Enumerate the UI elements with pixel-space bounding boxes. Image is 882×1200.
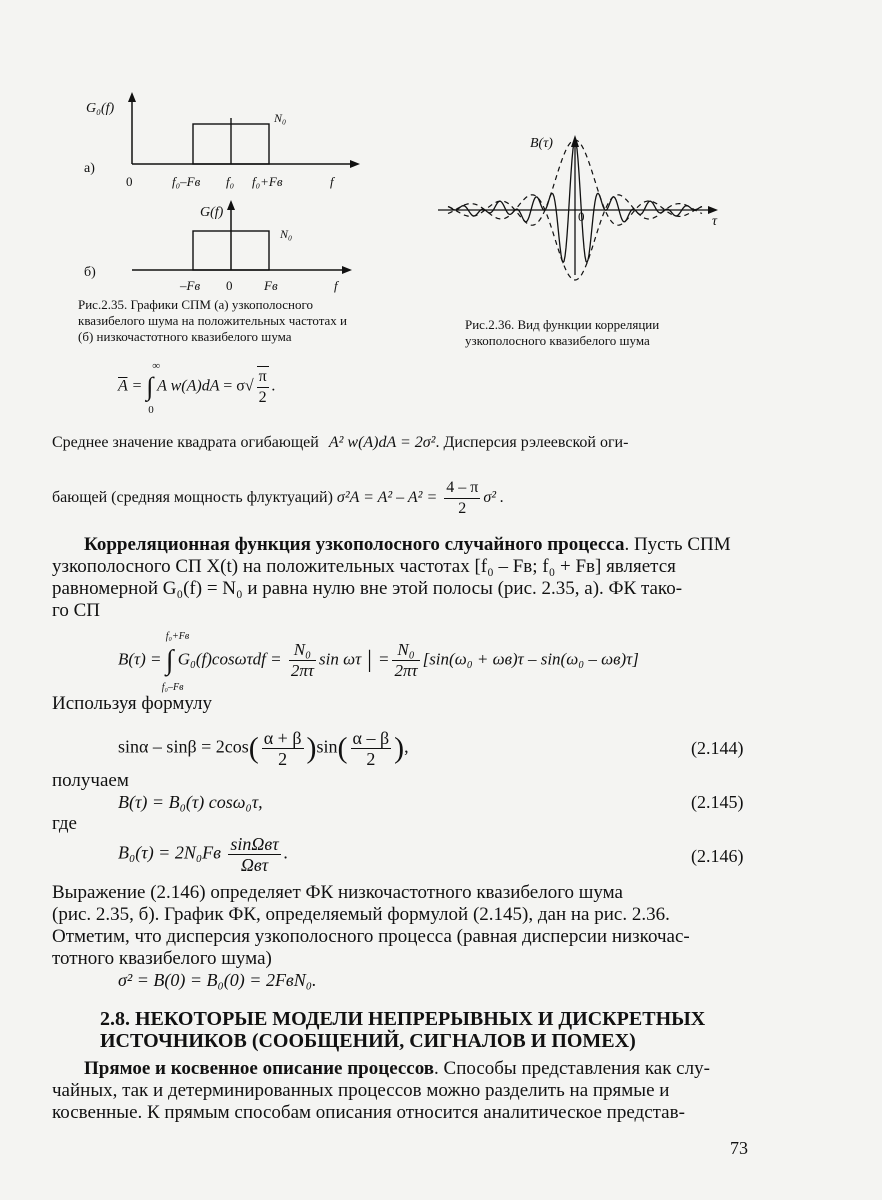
text-line: чайных, так и детерминированных процессов можно разделить на прямые и bbox=[52, 1080, 670, 1101]
fig236-caption-line: узкополосного квазибелого шума bbox=[465, 333, 650, 348]
section-heading bbox=[100, 1008, 740, 1052]
frac-den: 2 bbox=[278, 749, 288, 769]
fig235a-tick-3: f₀+Fв bbox=[252, 174, 283, 189]
paragraph-expression bbox=[52, 882, 764, 970]
fig235-caption-line: Рис.2.35. Графики СПМ (а) узкополосного bbox=[78, 297, 313, 312]
figure-2-36-caption bbox=[465, 317, 725, 349]
frac-num: α – β bbox=[352, 728, 390, 748]
fig235b-tick-3: f bbox=[334, 278, 338, 293]
text-line: Отметим, что дисперсия узкополосного процесса (равная дисперсии низкочас- bbox=[52, 926, 690, 947]
eq-variance-A: σ²A = A² – A² = bbox=[336, 489, 438, 507]
fig236-origin: 0 bbox=[578, 209, 585, 224]
text-line: узкополосного СП X(t) на положительных частотах [f₀ – Fв; f₀ + Fв] является bbox=[52, 556, 676, 577]
text-line: Выражение (2.146) определяет ФК низкочастотного квазибелого шума bbox=[52, 882, 623, 903]
text-line: тотного квазибелого шума) bbox=[52, 948, 272, 969]
fig235-caption-line: квазибелого шума на положительных частотах и bbox=[78, 313, 348, 328]
figure-2-35 bbox=[80, 88, 380, 293]
text-line: . Способы представления как слу- bbox=[434, 1058, 710, 1079]
equation-2-144: sinα – sinβ = 2cos( $\frac{\alpha + \beta}{2}$ )sin( $\frac{\alpha - \beta}{2}$ ), bbox=[118, 728, 409, 769]
text-line: косвенные. К прямым способам описания относится аналитическое представ- bbox=[52, 1102, 685, 1123]
section-heading-line: ИСТОЧНИКОВ (СООБЩЕНИЙ, СИГНАЛОВ И ПОМЕХ) bbox=[100, 1030, 636, 1052]
figure-2-35-caption bbox=[78, 297, 378, 345]
sqrt-num: π bbox=[257, 367, 269, 388]
equation-variance: σ² = B(0) = B₀(0) = 2FвN₀. bbox=[118, 970, 317, 990]
eq-variance-end: σ² . bbox=[483, 489, 505, 507]
fig235b-level: N₀ bbox=[280, 227, 293, 241]
int-lower: f₀–Fв bbox=[161, 681, 184, 693]
eq-lhs: B(τ) = bbox=[118, 649, 162, 669]
frac-den: 2πτ bbox=[290, 661, 314, 680]
fig235a-tick-2: f₀ bbox=[226, 174, 235, 189]
fig235a-ylabel: G₀(f) bbox=[86, 101, 115, 116]
text-mean-square: Среднее значение квадрата огибающей bbox=[52, 434, 319, 451]
int-lower: 0 bbox=[148, 404, 154, 416]
paragraph-direct-indirect bbox=[52, 1058, 764, 1124]
fig235a-tick-4: f bbox=[330, 174, 334, 189]
equation-number-2-144: (2.144) bbox=[691, 738, 744, 758]
text-we-get: получаем bbox=[52, 770, 129, 791]
frac-num: N₀ bbox=[392, 640, 419, 661]
eq-mid: sin bbox=[316, 736, 338, 757]
frac-den: 2 bbox=[366, 749, 376, 769]
eq-lhs: sinα – sinβ = 2cos bbox=[118, 736, 249, 757]
section-heading-line: 2.8. НЕКОТОРЫЕ МОДЕЛИ НЕПРЕРЫВНЫХ И ДИСКРЕТНЫХ bbox=[100, 1008, 706, 1030]
heading-inline: Корреляционная функция узкополосного случайного процесса bbox=[84, 534, 625, 555]
eq-end: . bbox=[283, 842, 289, 863]
text-line: го СП bbox=[52, 600, 100, 621]
heading-inline: Прямое и косвенное описание процессов bbox=[84, 1058, 435, 1079]
paragraph-correlation bbox=[52, 534, 764, 622]
fig235b-tick-0: –Fв bbox=[180, 278, 201, 293]
fig235a-tick-0: 0 bbox=[126, 174, 133, 189]
eq-integrand: A w(A)dA bbox=[157, 377, 220, 395]
fig235a-tag: а) bbox=[84, 161, 95, 176]
fig235a-level: N₀ bbox=[274, 111, 287, 125]
fig236-ylabel: B(τ) bbox=[530, 136, 553, 151]
frac-den: Ωвτ bbox=[240, 855, 269, 875]
frac-num: α + β bbox=[263, 728, 302, 748]
text-rayleigh: . Дисперсия рэлеевской оги- bbox=[435, 434, 629, 451]
frac-num: sinΩвτ bbox=[230, 834, 279, 854]
fig235b-tick-1: 0 bbox=[226, 278, 233, 293]
equation-number-2-145: (2.145) bbox=[691, 792, 744, 812]
fig235b-ylabel: G(f) bbox=[200, 205, 224, 220]
eq-lhs: $\overline{A}$ bbox=[118, 377, 128, 395]
equation-number-2-146: (2.146) bbox=[691, 846, 744, 866]
text-line: . Пусть СПМ bbox=[624, 534, 731, 555]
text-line: равномерной G₀(f) = N₀ и равна нулю вне этой полосы (рис. 2.35, а). ФК тако- bbox=[52, 578, 683, 599]
equation-mean-envelope: $\overline{A}$ = ∫ ∞ 0 A w(A)dA = σ√ $\frac{\pi}{2}$ . bbox=[118, 360, 276, 416]
frac-num: N₀ bbox=[289, 640, 316, 661]
eq-end: , bbox=[404, 736, 409, 757]
page-number: 73 bbox=[730, 1138, 748, 1158]
eq-mid: sin ωτ bbox=[318, 649, 362, 669]
eq-lhs: B₀(τ) = 2N₀Fв bbox=[118, 842, 221, 863]
fig236-caption-line: Рис.2.36. Вид функции корреляции bbox=[465, 317, 660, 332]
frac-den: 2πτ bbox=[394, 661, 418, 680]
sqrt-den: 2 bbox=[258, 389, 267, 406]
paragraph-envelope-square bbox=[52, 434, 752, 452]
equation-B-tau: B(τ) = ∫ f₀+Fв f₀–Fв G₀(f)cosωτdf = $\frac{\text{N₀}}{2\pi\tau}$ sin ωτ | = $\frac{\text{N₀}}{2\pi\tau}$ [sin(ω₀ + ωв)τ – sin(ω₀ – ωв)τ] bbox=[118, 630, 639, 693]
eq-result: = σ bbox=[223, 377, 245, 395]
text-where: где bbox=[52, 813, 77, 834]
text-line: (рис. 2.35, б). График ФК, определяемый формулой (2.145), дан на рис. 2.36. bbox=[52, 904, 670, 925]
eq-end: [sin(ω₀ + ωв)τ – sin(ω₀ – ωв)τ] bbox=[422, 649, 639, 669]
paragraph-fluct-power bbox=[52, 478, 752, 519]
text-using-formula: Используя формулу bbox=[52, 693, 213, 714]
eq-integrand: G₀(f)cosωτdf = bbox=[177, 649, 282, 669]
text-fluct-power: бающей (средняя мощность флуктуаций) bbox=[52, 489, 333, 507]
fig236-xlabel: τ bbox=[712, 214, 718, 229]
frac-num: 4 – π bbox=[444, 478, 480, 499]
fig235b-tick-2: Fв bbox=[264, 278, 278, 293]
fig235a-tick-1: f₀–Fв bbox=[172, 174, 201, 189]
equation-2-145: B(τ) = B₀(τ) cosω₀τ, bbox=[118, 792, 263, 812]
frac-den: 2 bbox=[458, 500, 467, 517]
eq-mean-square: A² w(A)dA = 2σ² bbox=[328, 434, 436, 451]
equation-2-146 bbox=[118, 834, 288, 875]
int-upper: ∞ bbox=[152, 360, 161, 372]
int-upper: f₀+Fв bbox=[165, 630, 190, 642]
fig235b-tag: б) bbox=[84, 265, 96, 280]
figure-2-36 bbox=[430, 125, 740, 285]
fig235-caption-line: (б) низкочастотного квазибелого шума bbox=[78, 329, 292, 344]
